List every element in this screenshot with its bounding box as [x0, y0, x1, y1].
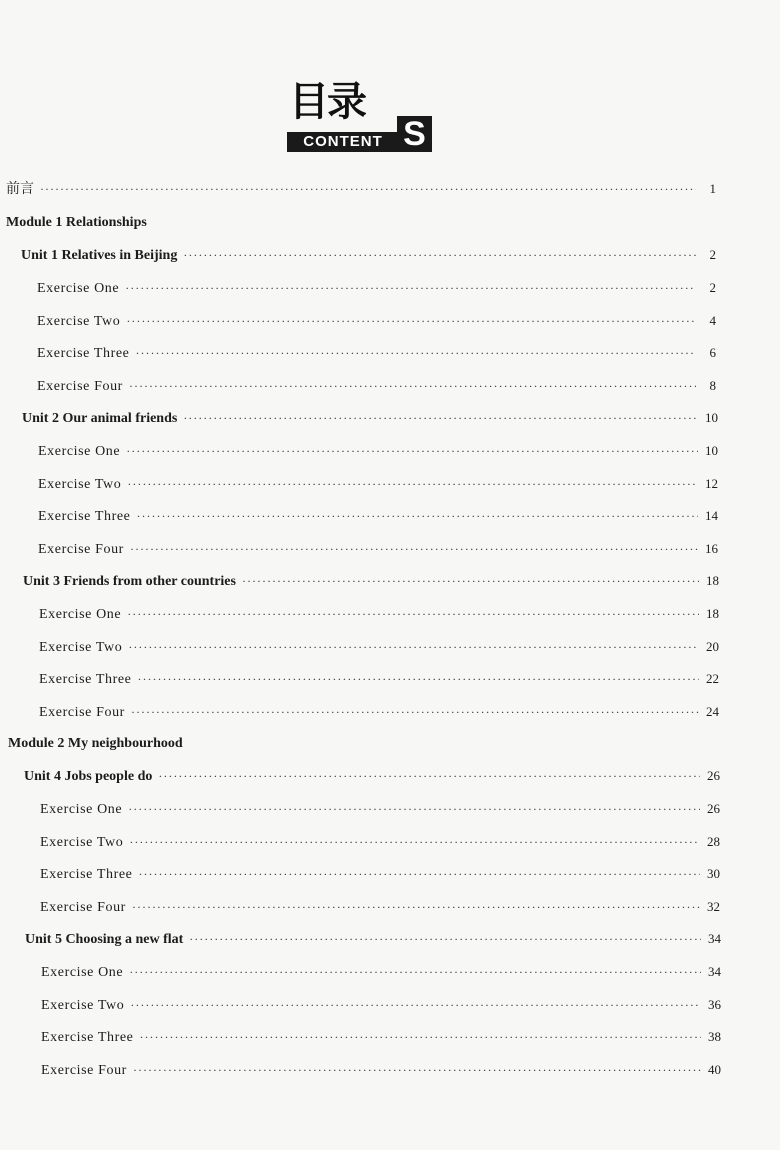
leader-dots: [130, 998, 701, 1013]
page-number: 28: [707, 834, 720, 849]
unit-label: Unit 1 Relatives in Beijing: [21, 248, 178, 263]
exercise-label: Exercise Two: [37, 314, 121, 329]
leader-dots: [158, 769, 700, 784]
leader-dots: [183, 248, 696, 263]
leader-dots: [128, 640, 699, 655]
unit-label: Unit 4 Jobs people do: [24, 769, 153, 784]
exercise-label: Exercise Four: [39, 705, 125, 720]
exercise-label: Exercise Four: [38, 542, 124, 557]
toc-unit-entry[interactable]: [24, 768, 720, 790]
exercise-label: Exercise Two: [41, 998, 125, 1013]
page-number: 18: [706, 573, 719, 588]
toc-exercise-entry[interactable]: [38, 541, 718, 563]
toc-exercise-entry[interactable]: [37, 345, 716, 367]
leader-dots: [189, 932, 701, 947]
module-label: Module 2 My neighbourhood: [8, 736, 183, 751]
page-number: 2: [709, 280, 716, 295]
page-number: 6: [709, 345, 716, 360]
page-number: 38: [708, 1029, 721, 1044]
toc-module-heading: [6, 215, 406, 237]
toc-exercise-entry[interactable]: [37, 378, 716, 400]
toc-exercise-entry[interactable]: [41, 1029, 721, 1051]
exercise-label: Exercise Four: [37, 379, 123, 394]
exercise-label: Exercise One: [39, 607, 122, 622]
exercise-label: Exercise One: [40, 802, 123, 817]
leader-dots: [129, 379, 696, 394]
page-number: 1: [709, 181, 716, 196]
page-number: 2: [709, 247, 716, 262]
toc-unit-entry[interactable]: [22, 410, 718, 432]
toc-exercise-entry[interactable]: [41, 964, 721, 986]
toc-exercise-entry[interactable]: [38, 443, 718, 465]
page-number: 14: [705, 508, 718, 523]
leader-dots: [137, 672, 699, 687]
toc-entry-preface[interactable]: [6, 178, 716, 200]
page-number: 30: [707, 866, 720, 881]
toc-exercise-entry[interactable]: [39, 704, 719, 726]
leader-dots: [135, 346, 696, 361]
toc-exercise-entry[interactable]: [38, 476, 718, 498]
leader-dots: [132, 900, 700, 915]
leader-dots: [129, 835, 700, 850]
toc-exercise-entry[interactable]: [40, 866, 720, 888]
exercise-label: Exercise Three: [39, 672, 132, 687]
leader-dots: [130, 542, 698, 557]
page-number: 16: [705, 541, 718, 556]
page-number: 26: [707, 768, 720, 783]
page-number: 10: [705, 410, 718, 425]
page-number: 18: [706, 606, 719, 621]
leader-dots: [127, 607, 699, 622]
contents-logo: [287, 80, 432, 152]
module-label: Module 1 Relationships: [6, 215, 147, 230]
leader-dots: [125, 281, 696, 296]
toc-exercise-entry[interactable]: [41, 997, 721, 1019]
toc-exercise-entry[interactable]: [41, 1062, 721, 1084]
page-number: 26: [707, 801, 720, 816]
exercise-label: Exercise One: [41, 965, 124, 980]
leader-dots: [126, 444, 698, 459]
leader-dots: [127, 477, 698, 492]
toc-exercise-entry[interactable]: [39, 606, 719, 628]
exercise-label: Exercise One: [38, 444, 121, 459]
leader-dots: [136, 509, 698, 524]
leader-dots: [139, 1030, 701, 1045]
page-number: 4: [709, 313, 716, 328]
logo-title-cn: 目录: [289, 79, 365, 125]
page-number: 12: [705, 476, 718, 491]
exercise-label: Exercise Two: [39, 640, 123, 655]
page-number: 10: [705, 443, 718, 458]
unit-label: Unit 3 Friends from other countries: [23, 574, 236, 589]
exercise-label: Exercise Three: [41, 1030, 134, 1045]
exercise-label: Exercise Three: [40, 867, 133, 882]
page-number: 32: [707, 899, 720, 914]
leader-dots: [131, 705, 699, 720]
leader-dots: [128, 802, 700, 817]
page-number: 34: [708, 931, 721, 946]
toc-exercise-entry[interactable]: [37, 280, 716, 302]
toc-unit-entry[interactable]: [23, 573, 719, 595]
page-number: 24: [706, 704, 719, 719]
leader-dots: [126, 314, 696, 329]
unit-label: Unit 2 Our animal friends: [22, 411, 178, 426]
logo-contents-s: S: [397, 116, 432, 152]
toc-module-heading: [8, 736, 408, 758]
exercise-label: Exercise Three: [38, 509, 131, 524]
toc-entry-label: 前言: [6, 182, 34, 197]
page-number: 34: [708, 964, 721, 979]
leader-dots: [133, 1063, 701, 1078]
unit-label: Unit 5 Choosing a new flat: [25, 932, 184, 947]
page-number: 20: [706, 639, 719, 654]
toc-exercise-entry[interactable]: [38, 508, 718, 530]
toc-exercise-entry[interactable]: [37, 313, 716, 335]
toc-exercise-entry[interactable]: [40, 801, 720, 823]
toc-unit-entry[interactable]: [25, 931, 721, 953]
exercise-label: Exercise Four: [40, 900, 126, 915]
exercise-label: Exercise Two: [40, 835, 124, 850]
exercise-label: Exercise Two: [38, 477, 122, 492]
page-number: 36: [708, 997, 721, 1012]
logo-contents-bar: CONTENT: [287, 132, 399, 152]
exercise-label: Exercise Three: [37, 346, 130, 361]
leader-dots: [129, 965, 701, 980]
toc-exercise-entry[interactable]: [39, 639, 719, 661]
toc-unit-entry[interactable]: [21, 247, 716, 269]
exercise-label: Exercise Four: [41, 1063, 127, 1078]
exercise-label: Exercise One: [37, 281, 120, 296]
leader-dots: [40, 182, 696, 197]
toc-exercise-entry[interactable]: [40, 899, 720, 921]
page-number: 22: [706, 671, 719, 686]
toc-exercise-entry[interactable]: [40, 834, 720, 856]
page-number: 40: [708, 1062, 721, 1077]
leader-dots: [138, 867, 700, 882]
leader-dots: [242, 574, 699, 589]
leader-dots: [183, 411, 698, 426]
toc-exercise-entry[interactable]: [39, 671, 719, 693]
page-number: 8: [709, 378, 716, 393]
